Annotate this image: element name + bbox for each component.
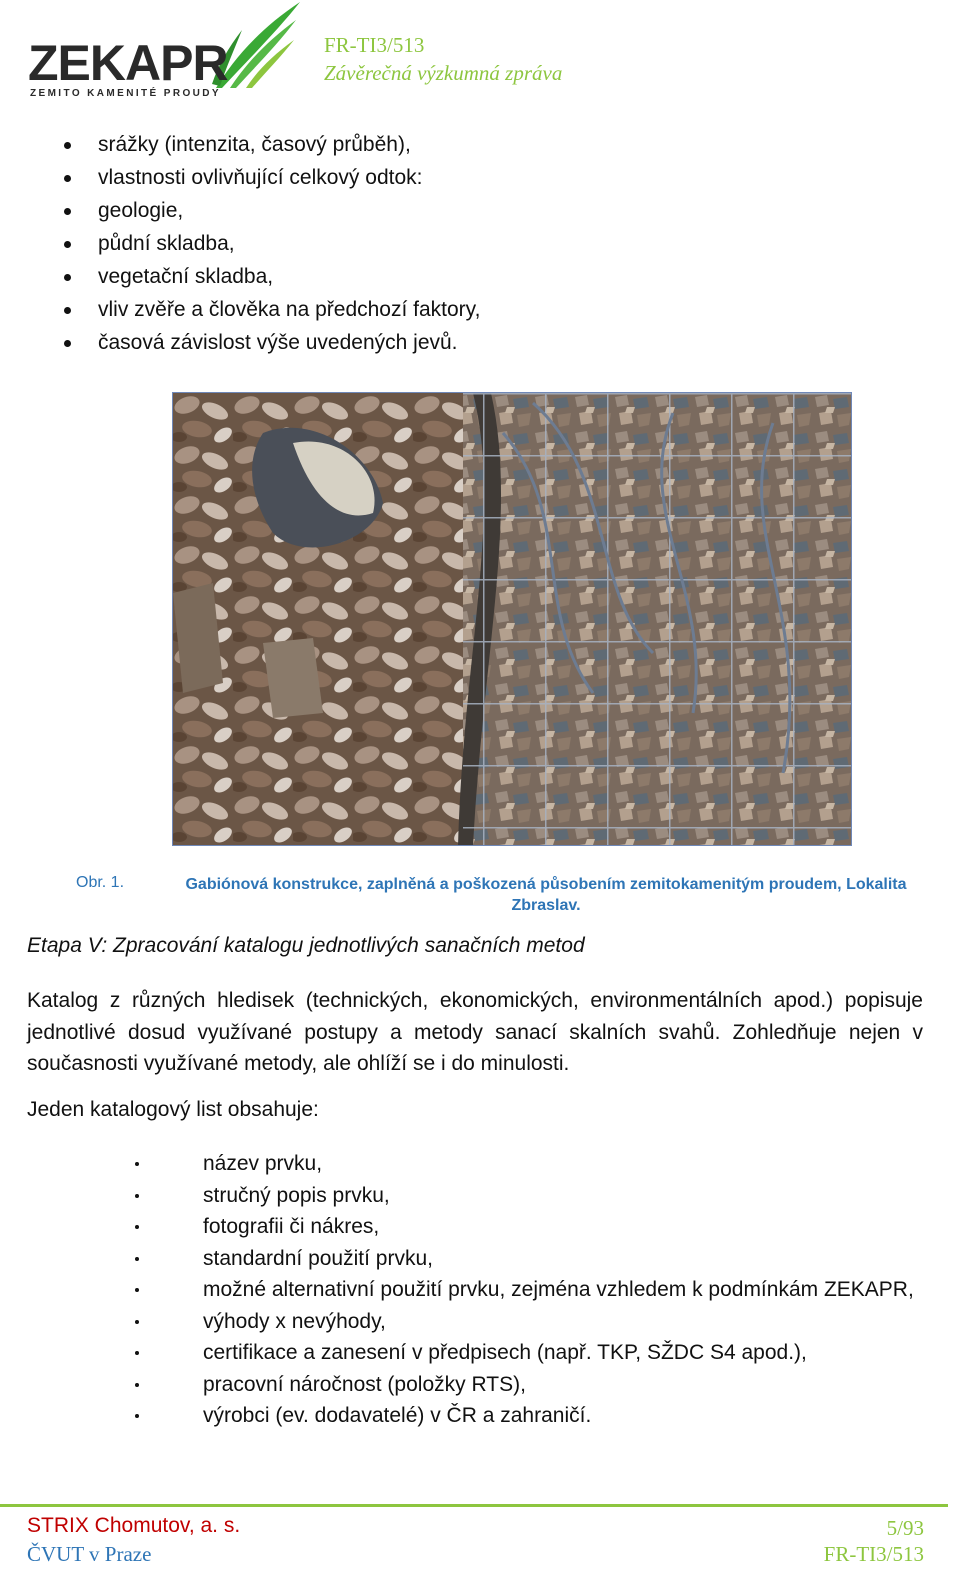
bullet-icon (64, 175, 71, 182)
factors-list (60, 128, 760, 359)
bullet-icon (135, 1225, 139, 1229)
bullet-icon (135, 1194, 139, 1198)
bullet-icon (135, 1257, 139, 1261)
list-item: geologie, (60, 194, 760, 227)
page-number: 5/93 (886, 1516, 924, 1540)
figure-label: Obr. 1. (76, 874, 125, 891)
list-item: stručný popis prvku, (132, 1180, 924, 1212)
report-title: Závěrečná výzkumná zpráva (324, 61, 563, 85)
bullet-icon (135, 1414, 139, 1418)
bullet-icon (135, 1383, 139, 1387)
gabion-photo (172, 392, 852, 846)
list-intro: Jeden katalogový list obsahuje: (27, 1098, 319, 1121)
footer-company: STRIX Chomutov, a. s. (27, 1514, 241, 1537)
list-item: certifikace a zanesení v předpisech (např. TKP, SŽDC S4 apod.), (132, 1337, 924, 1369)
list-item: fotografii či nákres, (132, 1211, 924, 1243)
bullet-icon (135, 1351, 139, 1355)
list-item: srážky (intenzita, časový průběh), (60, 128, 760, 161)
list-item: standardní použití prvku, (132, 1243, 924, 1275)
logo-tagline: ZEMITO KAMENITÉ PROUDY (30, 88, 221, 99)
list-item: výrobci (ev. dodavatelé) v ČR a zahraničí. (132, 1400, 924, 1432)
list-item: půdní skladba, (60, 227, 760, 260)
footer-divider (0, 1504, 948, 1507)
section-heading: Etapa V: Zpracování katalogu jednotlivých sanačních metod (27, 934, 585, 957)
photo-illustration (173, 393, 852, 846)
footer-report-code: FR-TI3/513 (823, 1542, 924, 1566)
bullet-icon (135, 1288, 139, 1292)
body-paragraph: Katalog z různých hledisek (technických, ekonomických, environmentálních apod.) popisuje jednotlivé dosud využívané postupy a metody sanací skalních svahů. Zohledňuje nejen v současnosti využívané metody, ale ohlíží se i do minulosti. (27, 989, 923, 1075)
zekapr-logo (28, 0, 278, 102)
bullet-icon (64, 208, 71, 215)
list-item: vliv zvěře a člověka na předchozí faktory, (60, 293, 760, 326)
list-item: vlastnosti ovlivňující celkový odtok: (60, 161, 760, 194)
figure-caption: Gabiónová konstrukce, zaplněná a poškozená působením zemitokamenitým proudem, Lokalita Zbraslav. (185, 876, 907, 914)
list-item: vegetační skladba, (60, 260, 760, 293)
bullet-icon (135, 1162, 139, 1166)
list-item: časová závislost výše uvedených jevů. (60, 326, 760, 359)
bullet-icon (64, 142, 71, 149)
list-item: možné alternativní použití prvku, zejména vzhledem k podmínkám ZEKAPR, (132, 1274, 924, 1306)
bullet-icon (64, 241, 71, 248)
list-item: název prvku, (132, 1148, 924, 1180)
bullet-icon (135, 1320, 139, 1324)
catalog-contents-list (132, 1148, 924, 1432)
bullet-icon (64, 340, 71, 347)
report-code: FR-TI3/513 (324, 33, 425, 57)
list-item: pracovní náročnost (položky RTS), (132, 1369, 924, 1401)
bullet-icon (64, 307, 71, 314)
footer-university: ČVUT v Praze (27, 1542, 152, 1566)
bullet-icon (64, 274, 71, 281)
list-item: výhody x nevýhody, (132, 1306, 924, 1338)
logo-wordmark: ZEKAPR (28, 35, 228, 91)
